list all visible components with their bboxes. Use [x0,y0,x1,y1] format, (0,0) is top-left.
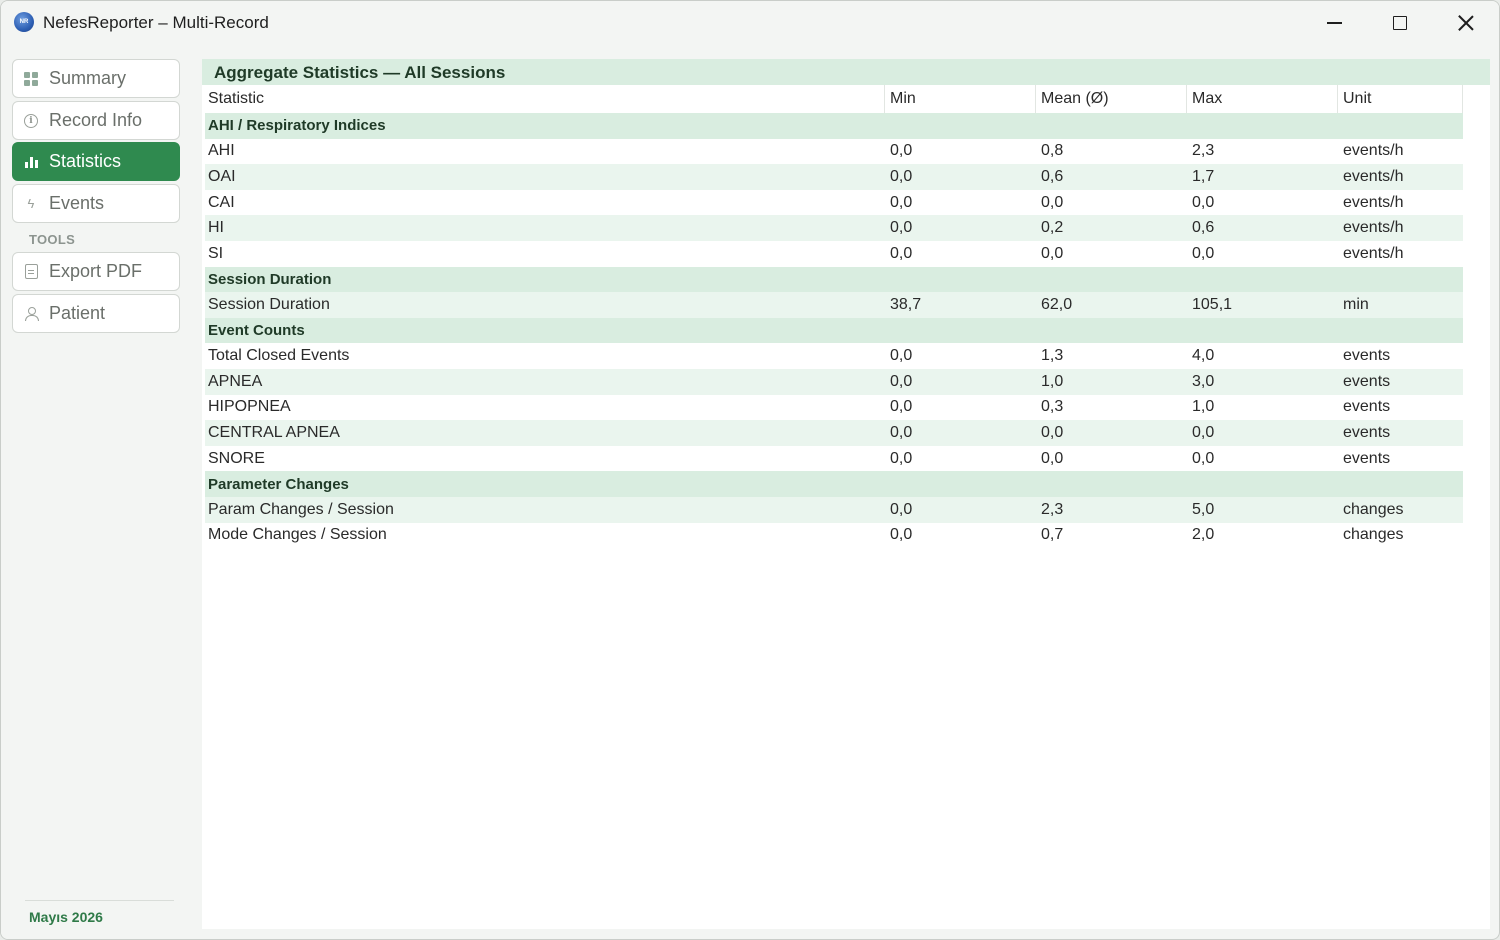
window-title: NefesReporter – Multi-Record [43,13,269,32]
statistics-panel [202,59,1490,929]
cell-min: 0,0 [890,347,913,365]
cell-statistic: HIPOPNEA [208,398,291,416]
cell-unit: changes [1343,526,1404,544]
section-title: AHI / Respiratory Indices [208,117,386,135]
sidebar-divider [25,900,174,901]
cell-max: 0,0 [1192,244,1215,262]
nav-statistics-label: Statistics [49,151,122,171]
table-row[interactable] [205,190,1463,216]
panel-title: Aggregate Statistics — All Sessions [202,59,1490,85]
grid-icon [23,71,39,87]
cell-unit: events/h [1343,193,1404,211]
export-pdf-button[interactable] [12,252,180,291]
cell-max: 1,0 [1192,398,1215,416]
cell-max: 2,0 [1192,526,1215,544]
footer-date: Mayıs 2026 [29,909,103,925]
cell-max: 0,0 [1192,423,1215,441]
column-header-min[interactable]: Min [885,85,1036,113]
cell-min: 0,0 [890,193,913,211]
column-header-mean[interactable]: Mean (Ø) [1036,85,1187,113]
cell-mean: 0,6 [1041,167,1064,185]
cell-max: 2,3 [1192,142,1215,160]
cell-unit: events/h [1343,219,1404,237]
app-logo-text: NR [19,19,29,25]
section-title: Event Counts [208,322,305,340]
cell-mean: 2,3 [1041,500,1064,518]
person-icon [23,306,39,322]
minimize-icon [1327,22,1342,24]
statistics-table [205,85,1463,548]
table-row[interactable] [205,523,1463,549]
lightning-icon: ϟ [27,196,35,211]
cell-mean: 0,0 [1041,193,1064,211]
section-header-row [205,318,1463,344]
cell-mean: 0,7 [1041,526,1064,544]
cell-unit: events/h [1343,142,1404,160]
cell-min: 38,7 [890,295,922,313]
patient-label: Patient [49,303,106,323]
column-header-statistic[interactable]: Statistic [205,85,885,113]
cell-mean: 0,2 [1041,219,1064,237]
table-row[interactable] [205,164,1463,190]
table-row[interactable] [205,241,1463,267]
cell-statistic: SI [208,244,224,262]
cell-max: 1,7 [1192,167,1215,185]
table-row[interactable] [205,139,1463,165]
cell-min: 0,0 [890,423,913,441]
cell-max: 4,0 [1192,347,1215,365]
cell-max: 3,0 [1192,372,1215,390]
cell-max: 0,6 [1192,219,1215,237]
cell-min: 0,0 [890,500,913,518]
table-row[interactable] [205,215,1463,241]
nav-summary-button[interactable] [12,59,180,98]
document-icon [23,264,39,280]
table-row[interactable] [205,420,1463,446]
cell-min: 0,0 [890,526,913,544]
cell-mean: 1,0 [1041,372,1064,390]
cell-unit: events/h [1343,167,1404,185]
table-row[interactable] [205,369,1463,395]
cell-max: 105,1 [1192,295,1233,313]
cell-min: 0,0 [890,167,913,185]
table-row[interactable] [205,395,1463,421]
cell-min: 0,0 [890,449,913,467]
cell-statistic: Total Closed Events [208,347,350,365]
section-title: Session Duration [208,270,332,288]
cell-max: 0,0 [1192,449,1215,467]
cell-statistic: Session Duration [208,295,330,313]
cell-unit: changes [1343,500,1404,518]
cell-min: 0,0 [890,372,913,390]
cell-unit: events [1343,449,1391,467]
table-row[interactable] [205,497,1463,523]
cell-mean: 62,0 [1041,295,1073,313]
sidebar [1,45,201,939]
nav-events-label: Events [49,193,105,213]
cell-unit: events [1343,372,1391,390]
cell-unit: events/h [1343,244,1404,262]
export-pdf-label: Export PDF [49,261,143,281]
cell-mean: 0,8 [1041,142,1064,160]
cell-min: 0,0 [890,244,913,262]
cell-statistic: HI [208,219,224,237]
bar-chart-icon [23,154,39,170]
maximize-button[interactable] [1367,1,1433,45]
table-row[interactable] [205,292,1463,318]
nav-events-button[interactable] [12,184,180,223]
nav-record-info-label: Record Info [49,110,143,130]
cell-statistic: CAI [208,193,235,211]
cell-statistic: APNEA [208,372,263,390]
nav-summary-label: Summary [49,68,127,88]
title-bar [1,1,1499,45]
close-button[interactable] [1433,1,1499,45]
section-title: Parameter Changes [208,475,349,493]
cell-min: 0,0 [890,142,913,160]
nav-statistics-button[interactable] [12,142,180,181]
app-logo-icon [14,12,34,32]
cell-mean: 0,0 [1041,423,1064,441]
cell-mean: 1,3 [1041,347,1064,365]
cell-max: 5,0 [1192,500,1215,518]
info-icon: i [23,113,39,129]
cell-unit: events [1343,347,1391,365]
table-header-row [205,85,1463,113]
tools-section-label: TOOLS [29,232,76,247]
cell-statistic: CENTRAL APNEA [208,423,340,441]
cell-unit: min [1343,295,1369,313]
cell-statistic: Param Changes / Session [208,500,394,518]
maximize-icon [1393,16,1407,30]
section-header-row [205,113,1463,139]
close-icon [1458,15,1474,31]
cell-unit: events [1343,423,1391,441]
patient-button[interactable] [12,294,180,333]
cell-statistic: Mode Changes / Session [208,526,387,544]
cell-mean: 0,0 [1041,449,1064,467]
column-header-max[interactable]: Max [1187,85,1338,113]
section-header-row [205,471,1463,497]
cell-statistic: OAI [208,167,236,185]
cell-min: 0,0 [890,398,913,416]
cell-statistic: AHI [208,142,235,160]
section-header-row [205,267,1463,293]
table-row[interactable] [205,446,1463,472]
cell-mean: 0,3 [1041,398,1064,416]
table-row[interactable] [205,343,1463,369]
column-header-unit[interactable]: Unit [1338,85,1463,113]
cell-max: 0,0 [1192,193,1215,211]
minimize-button[interactable] [1301,1,1367,45]
cell-statistic: SNORE [208,449,265,467]
nav-record-info-button[interactable] [12,101,180,140]
cell-min: 0,0 [890,219,913,237]
cell-mean: 0,0 [1041,244,1064,262]
cell-unit: events [1343,398,1391,416]
